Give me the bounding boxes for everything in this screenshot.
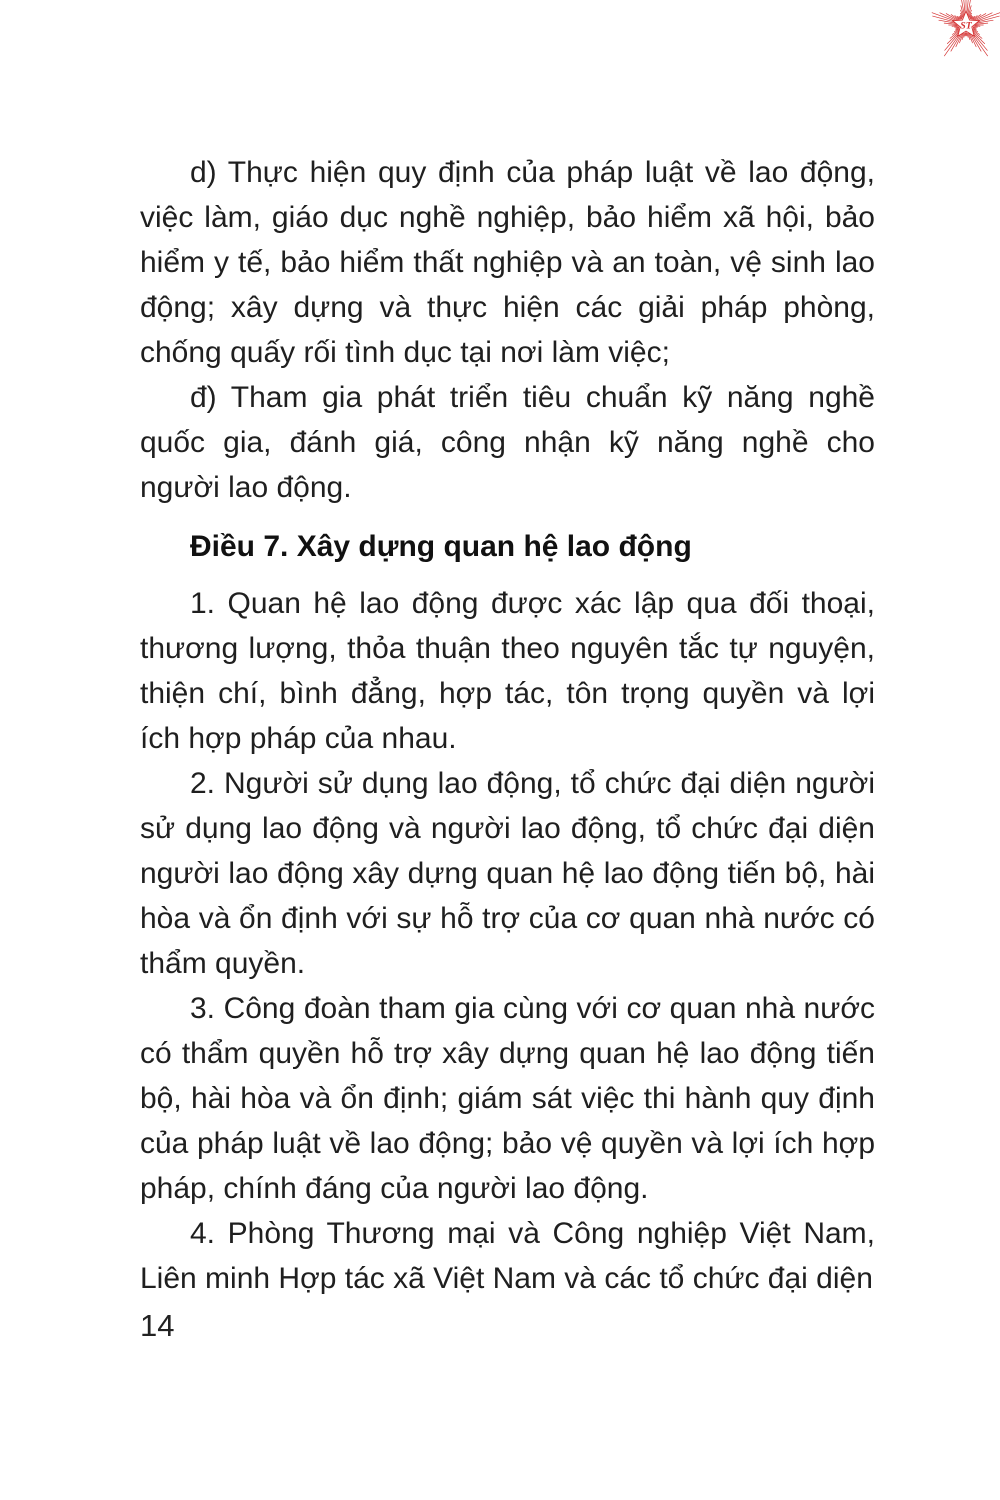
paragraph-point-d: d) Thực hiện quy định của pháp luật về lao động, việc làm, giáo dục nghề nghiệp, bảo hiểm xã hội, bảo hiểm y tế, bảo hiểm thất nghiệp và an toàn, vệ sinh lao động; xây dựng và thực hiện các giải pháp phòng, chống quấy rối tình dục tại nơi làm việc; [140, 156, 875, 369]
paragraph-point-dd: đ) Tham gia phát triển tiêu chuẩn kỹ năng nghề quốc gia, đánh giá, công nhận kỹ năng nghề cho người lao động. [140, 381, 875, 504]
paragraph-clause-1: 1. Quan hệ lao động được xác lập qua đối thoại, thương lượng, thỏa thuận theo nguyên tắc tự nguyện, thiện chí, bình đẳng, hợp tác, tôn trọng quyền và lợi ích hợp pháp của nhau. [140, 587, 875, 755]
paragraph-clause-2: 2. Người sử dụng lao động, tổ chức đại diện người sử dụng lao động và người lao động, tổ chức đại diện người lao động xây dựng quan hệ lao động tiến bộ, hài hòa và ổn định với sự hỗ trợ của cơ quan nhà nước có thẩm quyền. [140, 767, 875, 980]
page-text [140, 150, 875, 1301]
publisher-monogram: ST [960, 20, 972, 32]
paragraph-clause-3: 3. Công đoàn tham gia cùng với cơ quan nhà nước có thẩm quyền hỗ trợ xây dựng quan hệ lao động tiến bộ, hài hòa và ổn định; giám sát việc thi hành quy định của pháp luật về lao động; bảo vệ quyền và lợi ích hợp pháp, chính đáng của người lao động. [140, 992, 875, 1205]
publisher-logo [925, 0, 1000, 66]
publisher-star-logo-svg [925, 0, 1000, 66]
page-number: 14 [140, 1308, 175, 1343]
paragraph-clause-4: 4. Phòng Thương mại và Công nghiệp Việt Nam, Liên minh Hợp tác xã Việt Nam và các tổ chức đại diện [140, 1217, 875, 1295]
article-7-heading: Điều 7. Xây dựng quan hệ lao động [190, 530, 692, 563]
